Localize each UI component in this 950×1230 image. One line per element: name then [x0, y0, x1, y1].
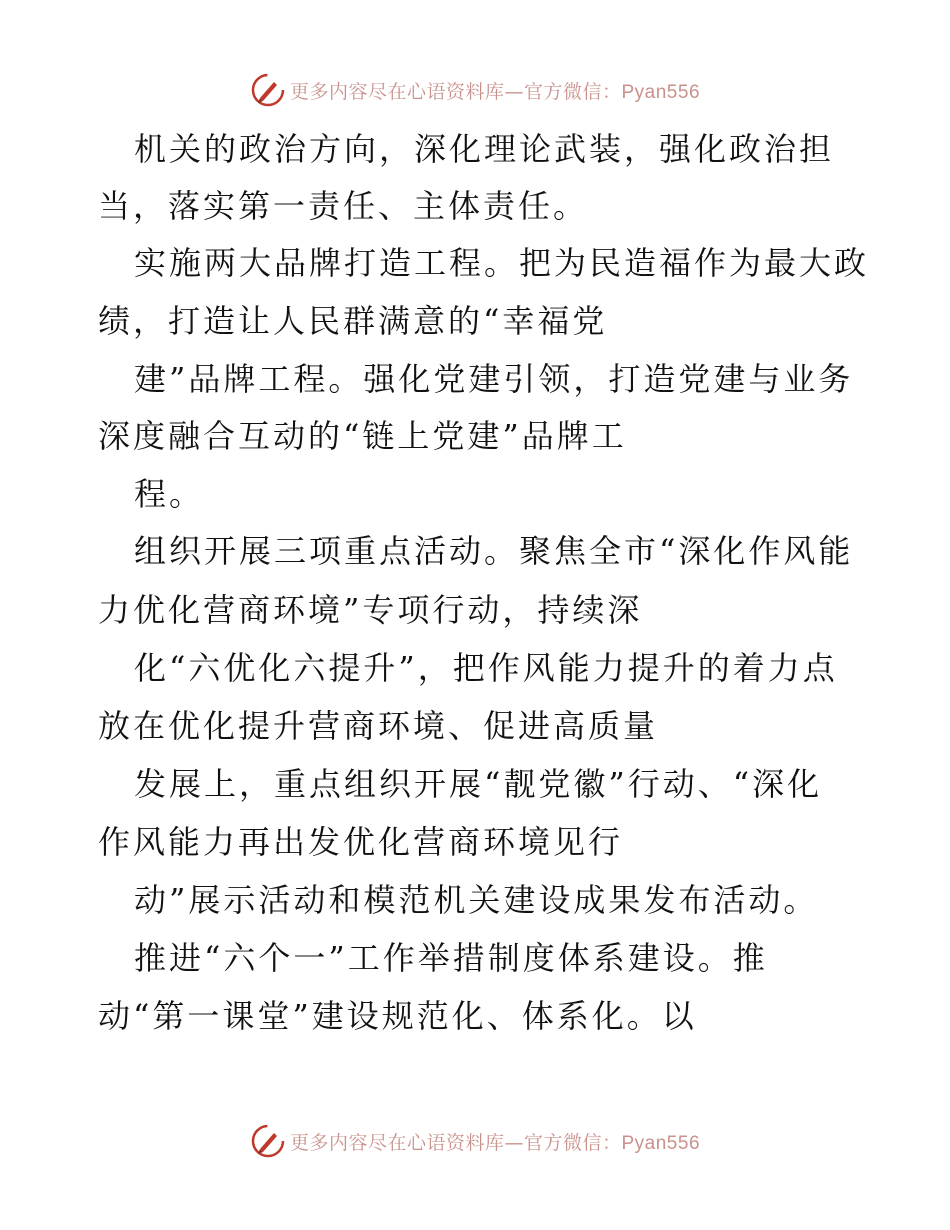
text-line: 绩，打造让人民群满意的“幸福党: [98, 302, 608, 340]
text-line: 程。: [134, 475, 205, 513]
text-line: 机关的政治方向，深化理论武装，强化政治担: [134, 130, 835, 168]
text-line: 组织开展三项重点活动。聚焦全市“深化作风能: [134, 532, 854, 570]
text-line: 动”展示活动和模范机关建设成果发布活动。: [134, 881, 819, 919]
text-line: 建”品牌工程。强化党建引领，打造党建与业务: [134, 360, 854, 398]
text-line: 推进“六个一”工作举措制度体系建设。推: [134, 939, 768, 977]
watermark-text: 更多内容尽在心语资料库—官方微信：Pyan556: [289, 80, 701, 103]
header-watermark: [0, 70, 950, 110]
footer-watermark: [0, 1121, 950, 1161]
watermark-text: 更多内容尽在心语资料库—官方微信：Pyan556: [289, 1131, 701, 1154]
text-line: 动“第一课堂”建设规范化、体系化。以: [98, 997, 697, 1035]
text-line: 深度融合互动的“链上党建”品牌工: [98, 417, 627, 455]
text-line: 实施两大品牌打造工程。把为民造福作为最大政: [134, 244, 870, 282]
text-line: 放在优化提升营商环境、促进高质量: [98, 707, 659, 745]
text-line: 化“六优化六提升”，把作风能力提升的着力点: [134, 649, 838, 687]
text-line: 作风能力再出发优化营商环境见行: [98, 823, 624, 861]
pen-logo-icon: [250, 72, 286, 108]
pen-logo-icon: [250, 1123, 286, 1159]
text-line: 发展上，重点组织开展“靓党徽”行动、“深化: [134, 765, 823, 803]
text-line: 当，落实第一责任、主体责任。: [98, 187, 589, 225]
text-line: 力优化营商环境”专项行动，持续深: [98, 591, 643, 629]
